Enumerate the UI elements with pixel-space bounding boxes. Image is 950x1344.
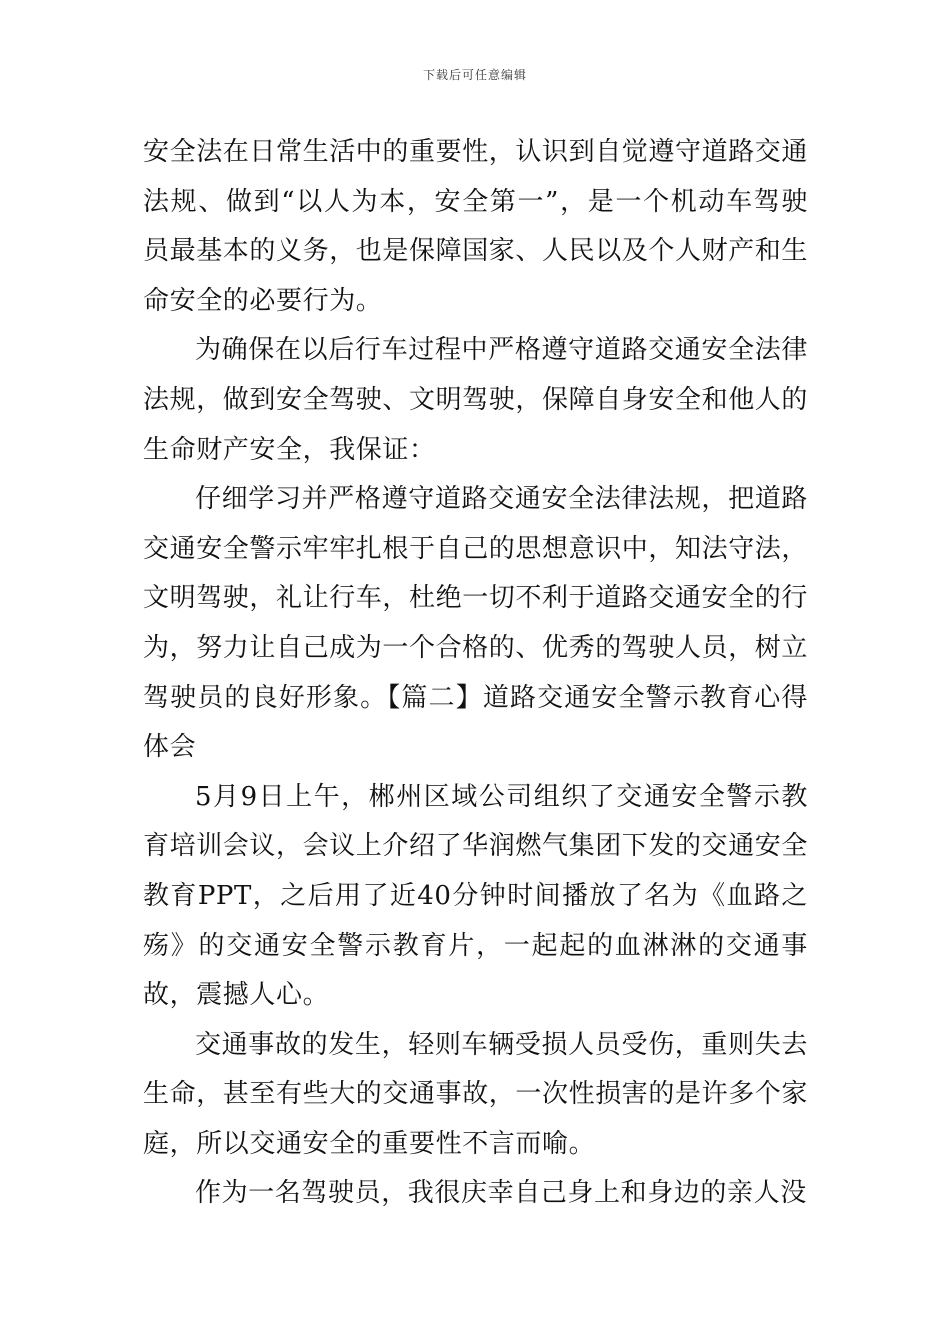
paragraph-3: 仔细学习并严格遵守道路交通安全法律法规，把道路交通安全警示牢牢扎根于自己的思想意识中，知法守法，文明驾驶，礼让行车，杜绝一切不利于道路交通安全的行为，努力让自己成为一个合格的、优秀的驾驶人员，树立驾驶员的良好形象。【篇二】道路交通安全警示教育心得体会 bbox=[143, 484, 809, 763]
paragraph-5: 交通事故的发生，轻则车辆受损人员受伤，重则失去生命，甚至有些大的交通事故，一次性损害的是许多个家庭，所以交通安全的重要性不言而喻。 bbox=[143, 1029, 809, 1159]
paragraph-4: 5月9日上午，郴州区域公司组织了交通安全警示教育培训会议，会议上介绍了华润燃气集团下发的交通安全教育PPT，之后用了近40分钟时间播放了名为《血路之殇》的交通安全警示教育片，一起起的血淋淋的交通事故，震撼人心。 bbox=[143, 781, 809, 1011]
paragraph-2: 为确保在以后行车过程中严格遵守道路交通安全法律法规，做到安全驾驶、文明驾驶，保障自身安全和他人的生命财产安全，我保证： bbox=[143, 335, 809, 465]
header-note: 下载后可任意编辑 bbox=[422, 68, 527, 82]
document-body bbox=[143, 128, 808, 1219]
paragraph-6: 作为一名驾驶员，我很庆幸自己身上和身边的亲人没 bbox=[195, 1178, 807, 1209]
paragraph-1: 安全法在日常生活中的重要性，认识到自觉遵守道路交通法规、做到“以人为本，安全第一”，是一个机动车驾驶员最基本的义务，也是保障国家、人民以及个人财产和生命安全的必要行为。 bbox=[143, 137, 809, 316]
